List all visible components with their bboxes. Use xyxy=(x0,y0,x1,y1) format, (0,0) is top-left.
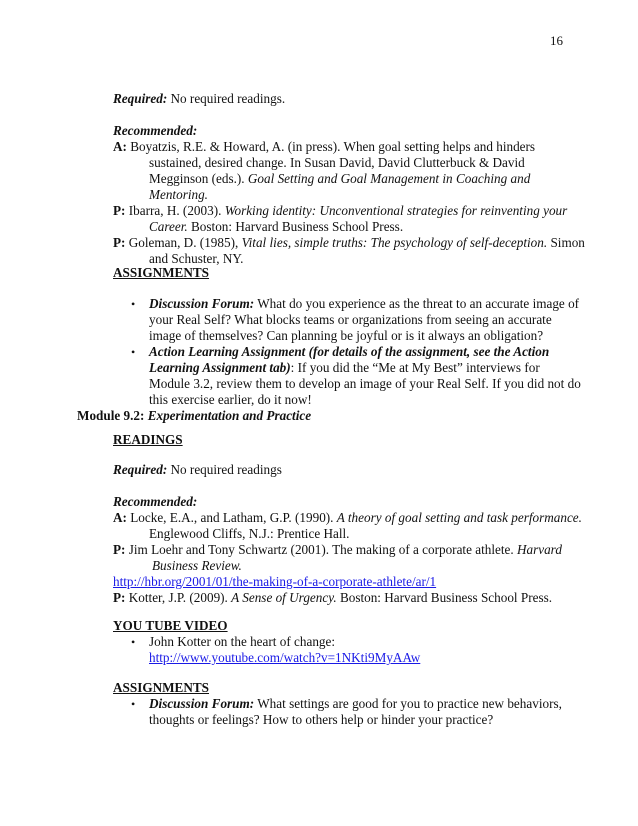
bullet-icon: • xyxy=(131,697,136,711)
reference-text: Boston: Harvard Business School Press. xyxy=(187,219,404,234)
reference-tag: P: xyxy=(113,542,126,557)
youtube-heading: YOU TUBE VIDEO xyxy=(113,618,228,633)
reference-tag: A: xyxy=(113,139,127,154)
assignments-heading: ASSIGNMENTS xyxy=(113,265,210,280)
assignment-label: Discussion Forum: xyxy=(149,696,255,711)
page-number: 16 xyxy=(550,33,563,48)
reference-text: Kotter, J.P. (2009). xyxy=(125,590,232,605)
assignment-text: thoughts or feelings? How to others help or hinder your practice? xyxy=(149,712,494,727)
reference-entry xyxy=(113,542,562,558)
required-label: Required: xyxy=(113,462,168,477)
assignment-text: this exercise earlier, do it now! xyxy=(149,392,312,407)
bullet-icon: • xyxy=(131,345,136,359)
assignment-label: Action Learning Assignment (for details of the assignment, see the Action xyxy=(149,344,550,359)
assignment-text: your Real Self? What blocks teams or organizations from seeing an accurate xyxy=(149,312,552,327)
assignments-heading: ASSIGNMENTS xyxy=(113,680,210,695)
reference-text xyxy=(149,219,403,235)
module-label: Module 9.2: xyxy=(77,408,145,423)
reference-text: Locke, E.A., and Latham, G.P. (1990). xyxy=(126,510,337,525)
reference-text: and Schuster, NY. xyxy=(149,251,244,266)
reference-title: Goal Setting and Goal Management in Coaching and xyxy=(247,171,531,186)
reference-tag: P: xyxy=(113,235,126,250)
reference-tag: P: xyxy=(113,590,126,605)
required-label: Required: xyxy=(113,91,168,106)
reference-text: Boston: Harvard Business School Press. xyxy=(336,590,553,605)
assignment-item xyxy=(149,696,562,712)
reference-entry xyxy=(113,139,535,155)
assignment-item xyxy=(149,360,540,376)
reference-text: Englewood Cliffs, N.J.: Prentice Hall. xyxy=(149,526,350,541)
reference-text: Megginson (eds.). xyxy=(149,171,248,186)
reference-text: Boyatzis, R.E. & Howard, A. (in press). When goal setting helps and hinders xyxy=(126,139,536,154)
reference-entry xyxy=(113,590,552,606)
required-line xyxy=(113,462,282,478)
reference-title: Harvard xyxy=(516,542,562,557)
assignment-text: What do you experience as the threat to an accurate image of xyxy=(254,296,580,311)
bullet-icon: • xyxy=(131,297,136,311)
reference-tag: A: xyxy=(113,510,127,525)
reference-tag: P: xyxy=(113,203,126,218)
bullet-icon: • xyxy=(131,635,136,649)
required-line xyxy=(113,91,285,107)
assignment-item xyxy=(149,296,579,312)
reference-text: Simon xyxy=(547,235,585,250)
reference-title: A theory of goal setting and task performance. xyxy=(336,510,582,525)
reference-entry xyxy=(113,235,585,251)
reference-title: Business Review. xyxy=(152,558,242,573)
assignment-text: image of themselves? Can planning be joyful or is it always an obligation? xyxy=(149,328,544,343)
reference-title: Mentoring. xyxy=(149,187,208,202)
reference-text: Jim Loehr and Tony Schwartz (2001). The making of a corporate athlete. xyxy=(125,542,517,557)
module-heading xyxy=(77,408,311,424)
required-text: No required readings. xyxy=(167,91,286,106)
required-text: No required readings xyxy=(167,462,282,477)
reference-entry xyxy=(113,203,567,219)
assignment-label: Discussion Forum: xyxy=(149,296,255,311)
reference-title: Vital lies, simple truths: The psychology of self-deception. xyxy=(241,235,548,250)
assignment-label: Learning Assignment tab) xyxy=(149,360,291,375)
readings-heading: READINGS xyxy=(113,432,183,447)
reference-title: A Sense of Urgency. xyxy=(231,590,337,605)
reference-text xyxy=(149,171,530,187)
reference-text: sustained, desired change. In Susan David, David Clutterbuck & David xyxy=(149,155,525,170)
video-title: John Kotter on the heart of change: xyxy=(149,634,336,649)
reference-title: Career. xyxy=(149,219,188,234)
reference-entry xyxy=(113,510,582,526)
reference-text: Goleman, D. (1985), xyxy=(125,235,242,250)
recommended-label: Recommended: xyxy=(113,494,198,509)
module-title: Experimentation and Practice xyxy=(144,408,312,423)
reference-title: Working identity: Unconventional strategies for reinventing your xyxy=(224,203,568,218)
youtube-video-link[interactable]: http://www.youtube.com/watch?v=1NKti9MyAAw xyxy=(149,650,421,665)
assignment-text: : If you did the “Me at My Best” interviews for xyxy=(290,360,540,375)
hbr-article-link[interactable]: http://hbr.org/2001/01/the-making-of-a-corporate-athlete/ar/1 xyxy=(113,574,437,589)
assignment-text: Module 3.2, review them to develop an image of your Real Self. If you did not do xyxy=(149,376,581,391)
reference-text: Ibarra, H. (2003). xyxy=(125,203,225,218)
recommended-label: Recommended: xyxy=(113,123,198,138)
assignment-text: What settings are good for you to practice new behaviors, xyxy=(254,696,562,711)
